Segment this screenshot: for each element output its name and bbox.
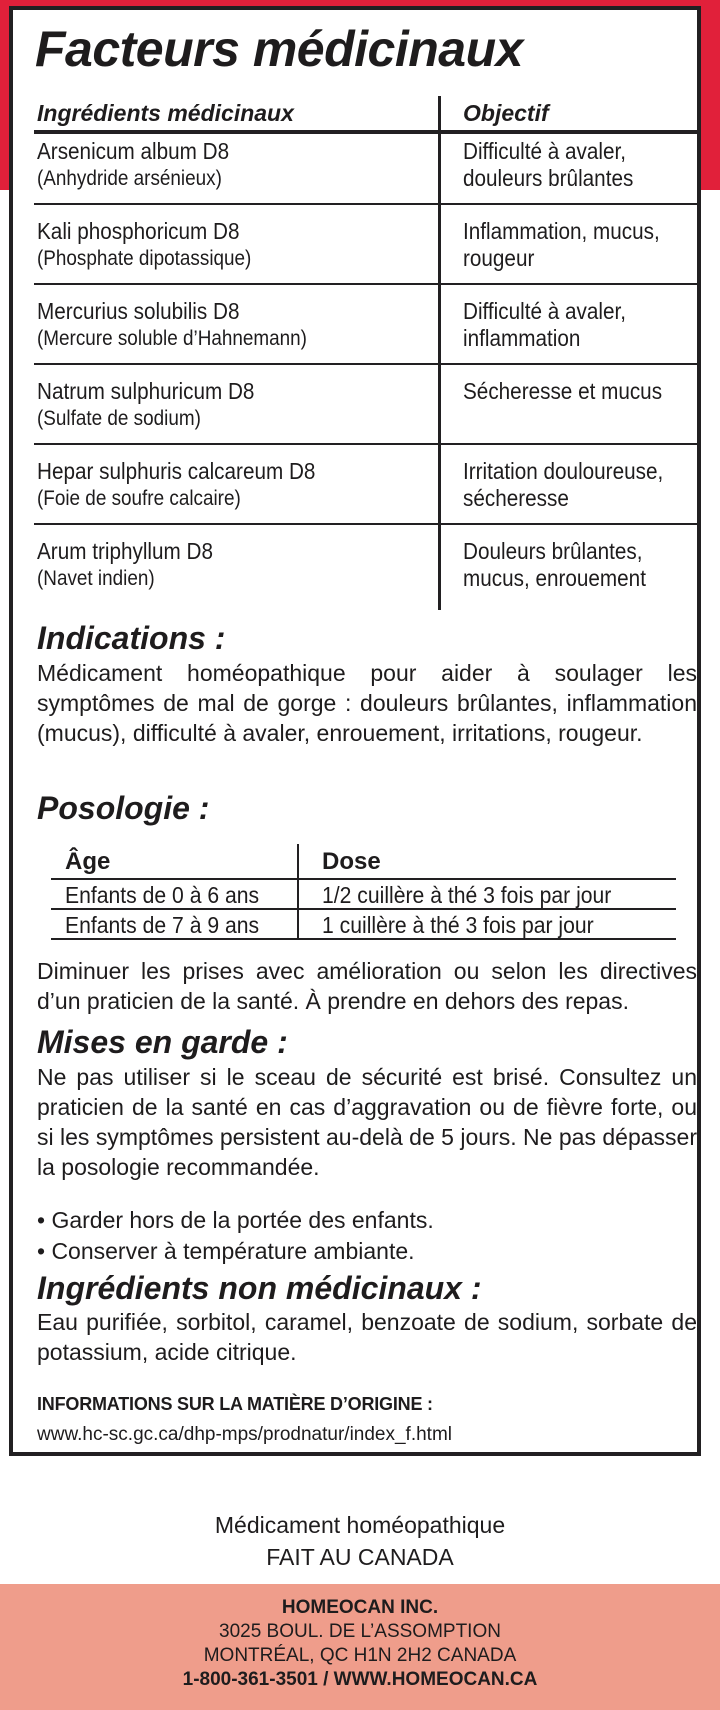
ingredient-name: Arum triphyllum D8 [37,538,213,564]
ingredient-cell [37,378,254,432]
dosage-dose: 1/2 cuillère à thé 3 fois par jour [322,882,612,908]
dosage-rule [51,908,676,910]
ingredient-subname: (Foie de soufre calcaire) [37,487,241,510]
warnings-heading: Mises en garde : [37,1024,288,1060]
objective-line: Sécheresse et mucus [463,378,663,404]
row-rule [34,443,697,445]
warnings-text: Ne pas utiliser si le sceau de sécurité est brisé. Consultez un praticien de la santé en cas d’aggravation ou de fièvre forte, ou si les symptômes persistent au-delà de 5 jours. Ne pas dépasser la posologie recommandée. [37,1064,697,1180]
dosage-rule [51,878,676,880]
dosage-dose: 1 cuillère à thé 3 fois par jour [322,912,594,938]
ingredient-cell [37,538,213,592]
col-header-objectif: Objectif [463,100,549,126]
ingredient-name: Natrum sulphuricum D8 [37,378,255,404]
dosage-rule [51,938,676,940]
warnings-list [37,1205,434,1267]
ingredient-name: Kali phosphoricum D8 [37,218,240,244]
objective-cell [463,538,646,592]
indications-heading: Indications : [37,620,226,656]
objective-cell [463,138,633,192]
objective-line: rougeur [463,245,535,271]
ingredient-name: Arsenicum album D8 [37,138,230,164]
company-address-line1: 3025 BOUL. DE L’ASSOMPTION [219,1621,501,1642]
footer-made-in: FAIT AU CANADA [266,1544,454,1570]
label-panel [9,6,701,1456]
ingredient-subname: (Anhydride arsénieux) [37,167,222,190]
row-rule [34,523,697,525]
ingredient-subname: (Phosphate dipotassique) [37,247,252,270]
row-rule [34,203,697,205]
indications-text: Médicament homéopathique pour aider à soulager les symptômes de mal de gorge : douleurs brûlantes, inflammation (mucus), difficulté à avaler, enrouement, irritations, rougeur. [37,660,697,746]
objective-line: mucus, enrouement [463,565,646,591]
list-item: • Garder hors de la portée des enfants. [37,1207,434,1233]
objective-line: douleurs brûlantes [463,165,634,191]
ingredient-cell [37,138,229,192]
col-header-ingredients: Ingrédients médicinaux [37,100,294,126]
ingredient-subname: (Navet indien) [37,567,155,590]
footer-product-type: Médicament homéopathique [214,1512,506,1538]
posologie-note: Diminuer les prises avec amélioration ou selon les directives d’un praticien de la santé. À prendre en dehors des repas. [37,958,697,1014]
objective-line: Douleurs brûlantes, [463,538,643,564]
objective-line: sécheresse [463,485,569,511]
ingredient-cell [37,298,307,352]
company-address-line2: MONTRÉAL, QC H1N 2H2 CANADA [203,1645,517,1666]
dosage-age: Enfants de 7 à 9 ans [65,912,260,938]
origin-heading: INFORMATIONS SUR LA MATIÈRE D’ORIGINE : [37,1394,433,1414]
ingredient-cell [37,218,251,272]
dosage-age: Enfants de 0 à 6 ans [65,882,260,908]
objective-cell [463,378,662,405]
non-medicinal-text: Eau purifiée, sorbitol, caramel, benzoate de sodium, sorbate de potassium, acide citrique. [37,1309,697,1365]
company-contact: 1-800-361-3501 / WWW.HOMEOCAN.CA [182,1669,538,1690]
objective-line: Difficulté à avaler, [463,138,627,164]
objective-line: Inflammation, mucus, [463,218,660,244]
dosage-header-age: Âge [65,848,111,875]
dosage-table [51,844,676,944]
objective-line: Difficulté à avaler, [463,298,627,324]
ingredient-name: Hepar sulphuris calcareum D8 [37,458,316,484]
ingredient-subname: (Sulfate de sodium) [37,407,201,430]
origin-url: www.hc-sc.gc.ca/dhp-mps/prodnatur/index_f.html [37,1424,453,1445]
posologie-heading: Posologie : [37,790,210,826]
page-title: Facteurs médicinaux [35,21,523,77]
objective-cell [463,298,626,352]
dosage-table-divider [297,844,299,940]
company-name: HOMEOCAN INC. [281,1597,439,1618]
objective-cell [463,218,660,272]
non-medicinal-heading: Ingrédients non médicinaux : [37,1270,482,1306]
ingredient-subname: (Mercure soluble d’Hahnemann) [37,327,307,350]
table-header-rule [34,130,697,134]
row-rule [34,363,697,365]
row-rule [34,283,697,285]
dosage-header-dose: Dose [322,848,381,875]
objective-line: Irritation douloureuse, [463,458,664,484]
table-column-divider [438,96,441,610]
objective-line: inflammation [463,325,581,351]
objective-cell [463,458,663,512]
ingredient-name: Mercurius solubilis D8 [37,298,240,324]
ingredient-cell [37,458,315,512]
list-item: • Conserver à température ambiante. [37,1238,415,1264]
